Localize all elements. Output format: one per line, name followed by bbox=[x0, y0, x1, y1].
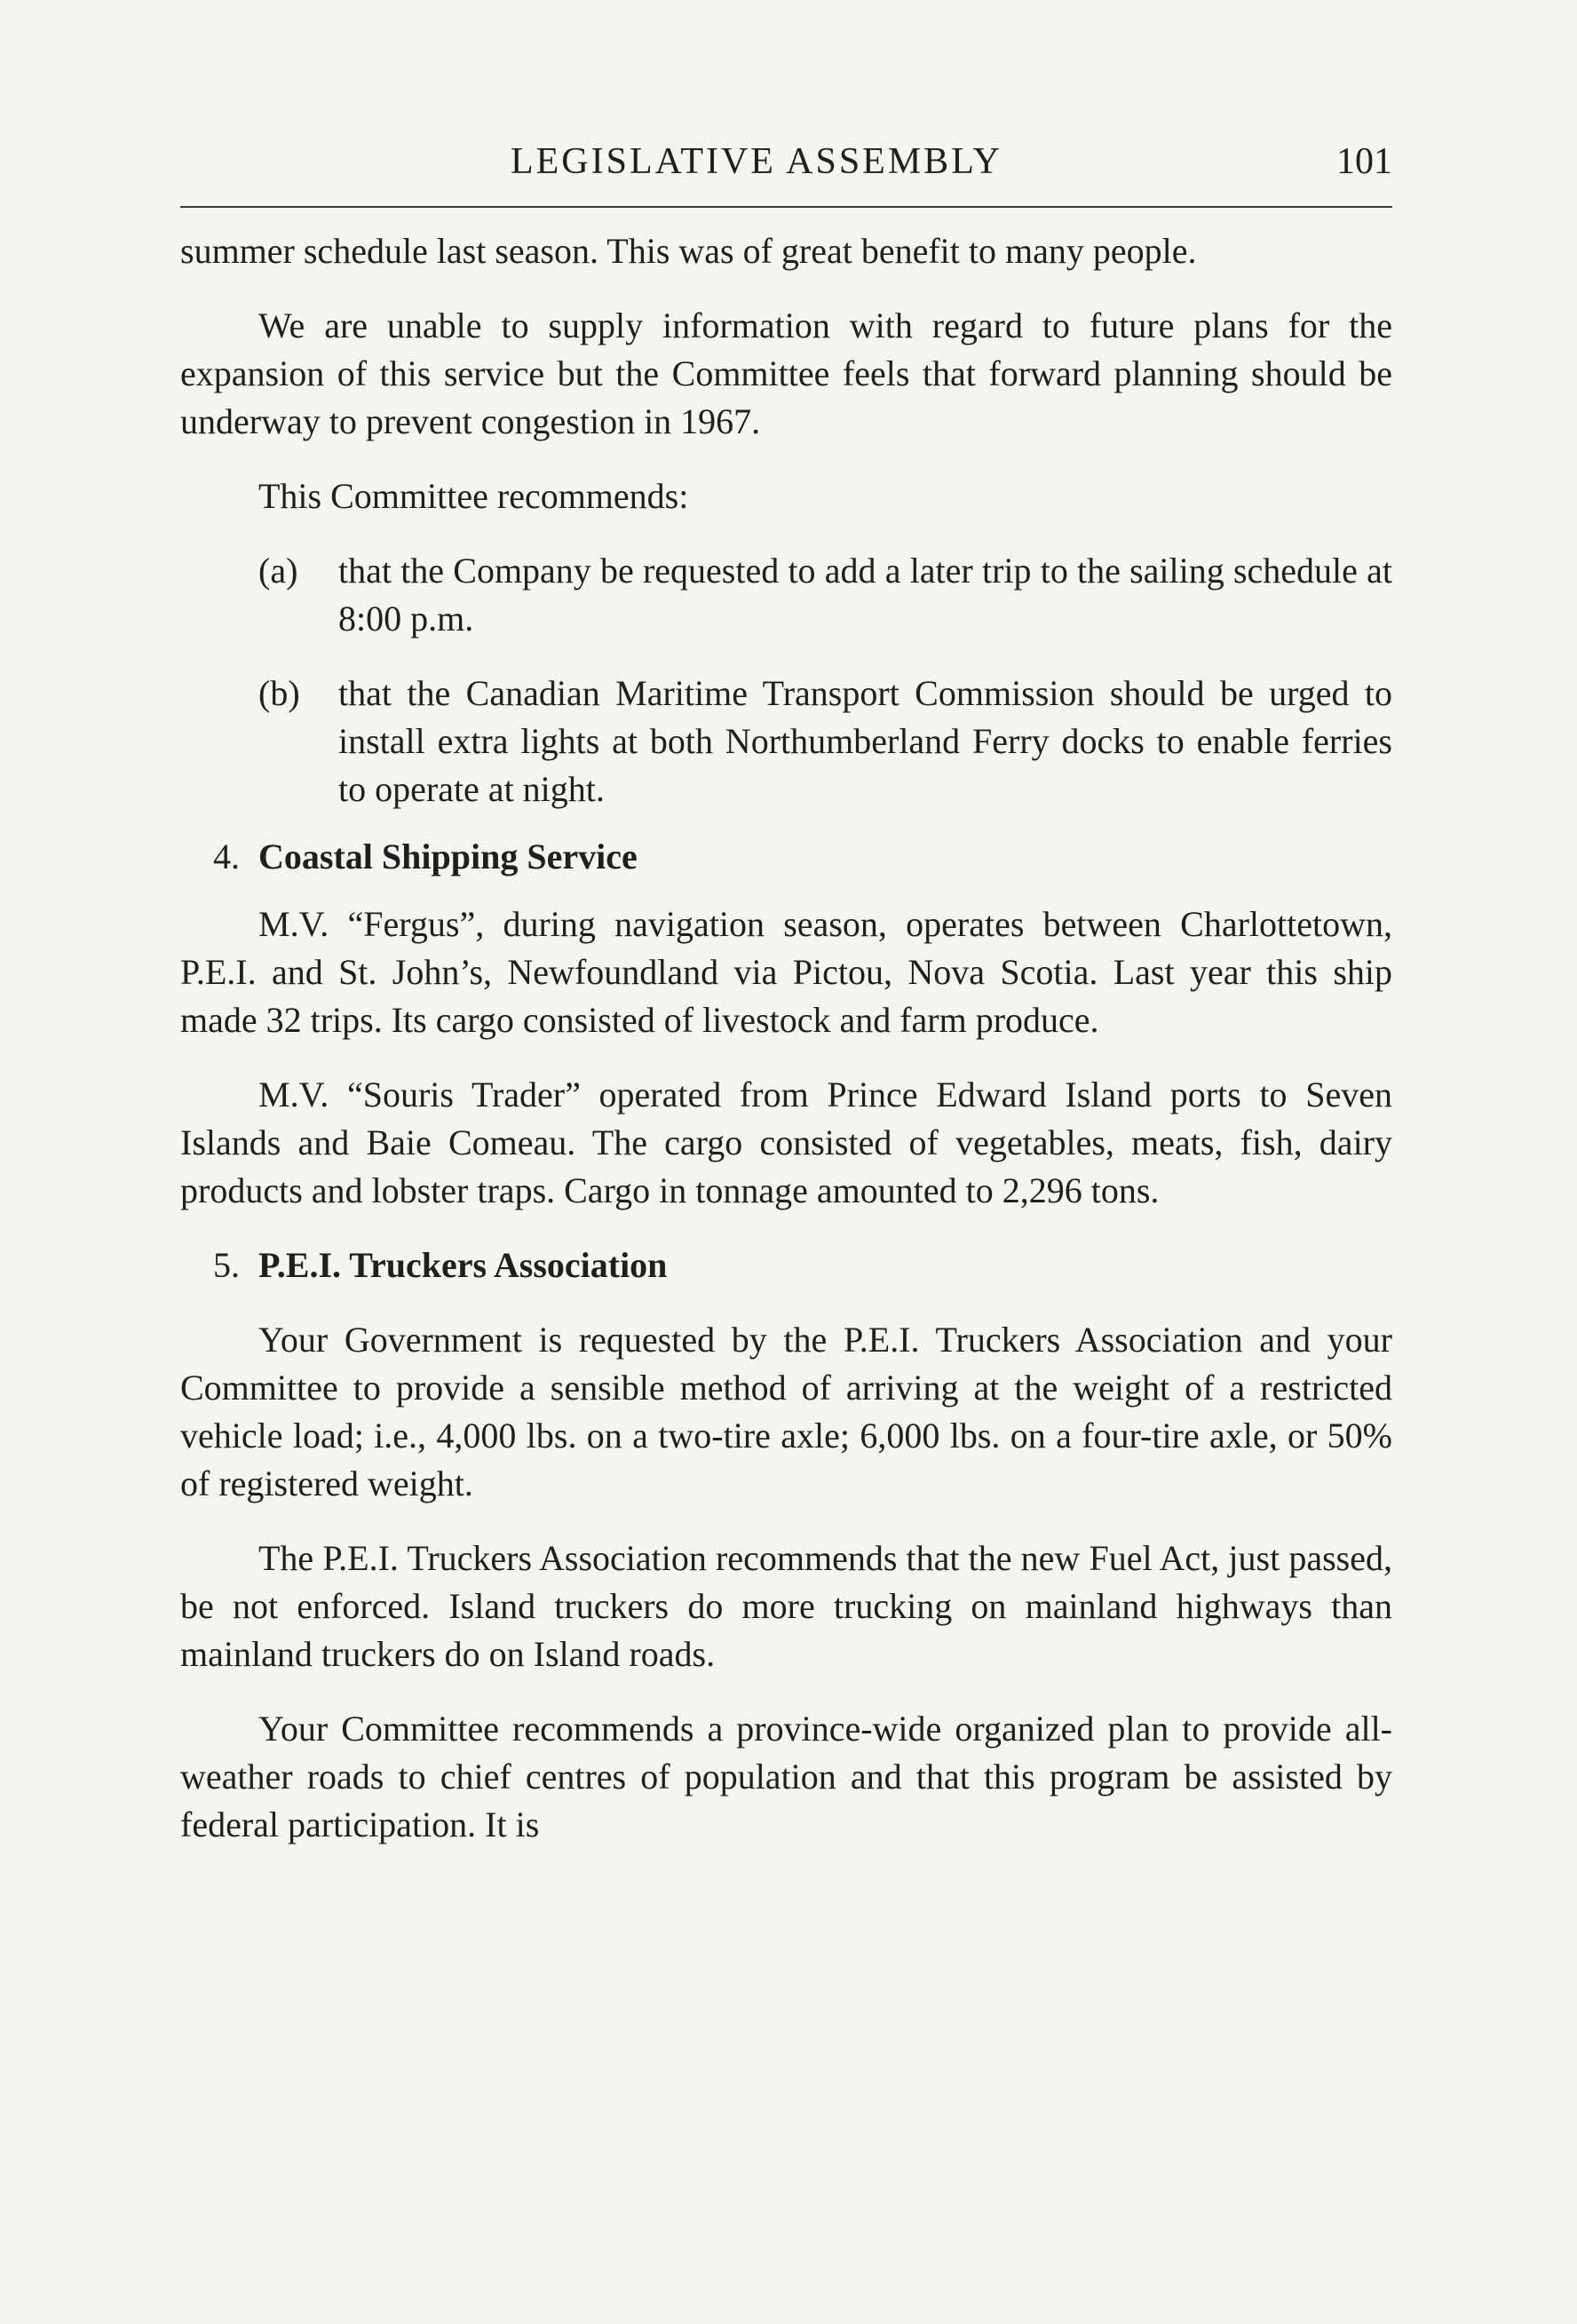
paragraph-fergus: M.V. “Fergus”, during navigation season, operates between Charlottetown, P.E.I. and St. John’s, Newfoundland via Pictou, Nova Scotia. Last year this ship made 32 trips. Its cargo consisted of livestock and farm produce. bbox=[180, 904, 1392, 1040]
section-number-5: 5. bbox=[213, 1245, 240, 1285]
section-title-5: P.E.I. Truckers Association bbox=[258, 1245, 668, 1285]
section-heading-truckers bbox=[180, 1241, 1392, 1289]
page-header bbox=[180, 140, 1392, 194]
paragraph-vehicle-load: Your Government is requested by the P.E.I. Truckers Association and your Committee to provide a sensible method of arriving at the weight of a restricted vehicle load; i.e., 4,000 lbs. on a two-tire axle; 6,000 lbs. on a four-tire axle, or 50% of registered weight. bbox=[180, 1320, 1392, 1503]
running-title: LEGISLATIVE ASSEMBLY bbox=[511, 141, 1002, 182]
page-number: 101 bbox=[1336, 141, 1392, 182]
paragraph-roads-plan: Your Committee recommends a province-wide organized plan to provide all-weather roads to chief centres of population and that this program be assisted by federal participation. It is bbox=[180, 1709, 1392, 1844]
recommendation-b bbox=[180, 670, 1392, 813]
recommendation-a-text: that the Company be requested to add a later trip to the sailing schedule at 8:00 p.m. bbox=[338, 551, 1392, 639]
page-body bbox=[180, 227, 1392, 1849]
paragraph-future-plans: We are unable to supply information with regard to future plans for the expansion of this service but the Committee feels that forward planning should be underway to prevent congestion in 1967. bbox=[180, 305, 1392, 441]
header-rule bbox=[180, 206, 1392, 208]
list-marker-a: (a) bbox=[258, 551, 298, 591]
list-marker-b: (b) bbox=[258, 673, 300, 713]
recommendation-b-text: that the Canadian Maritime Transport Commission should be urged to install extra lights at both Northumberland Ferry docks to enable ferries to operate at night. bbox=[338, 673, 1392, 809]
section-number-4: 4. bbox=[213, 837, 240, 876]
section-title-4: Coastal Shipping Service bbox=[258, 837, 638, 876]
section-heading-coastal-shipping bbox=[180, 833, 1392, 881]
paragraph-recommends-intro: This Committee recommends: bbox=[258, 476, 689, 516]
recommendation-a bbox=[180, 547, 1392, 643]
paragraph-continuation: summer schedule last season. This was of great benefit to many people. bbox=[180, 231, 1197, 271]
paragraph-fuel-act: The P.E.I. Truckers Association recommends that the new Fuel Act, just passed, be not enforced. Island truckers do more trucking on mainland highways than mainland truckers do on Island roads. bbox=[180, 1538, 1392, 1674]
paragraph-souris-trader: M.V. “Souris Trader” operated from Prince Edward Island ports to Seven Islands and Baie Comeau. The cargo consisted of vegetables, meats, fish, dairy products and lobster traps. Cargo in tonnage amounted to 2,296 tons. bbox=[180, 1075, 1392, 1210]
